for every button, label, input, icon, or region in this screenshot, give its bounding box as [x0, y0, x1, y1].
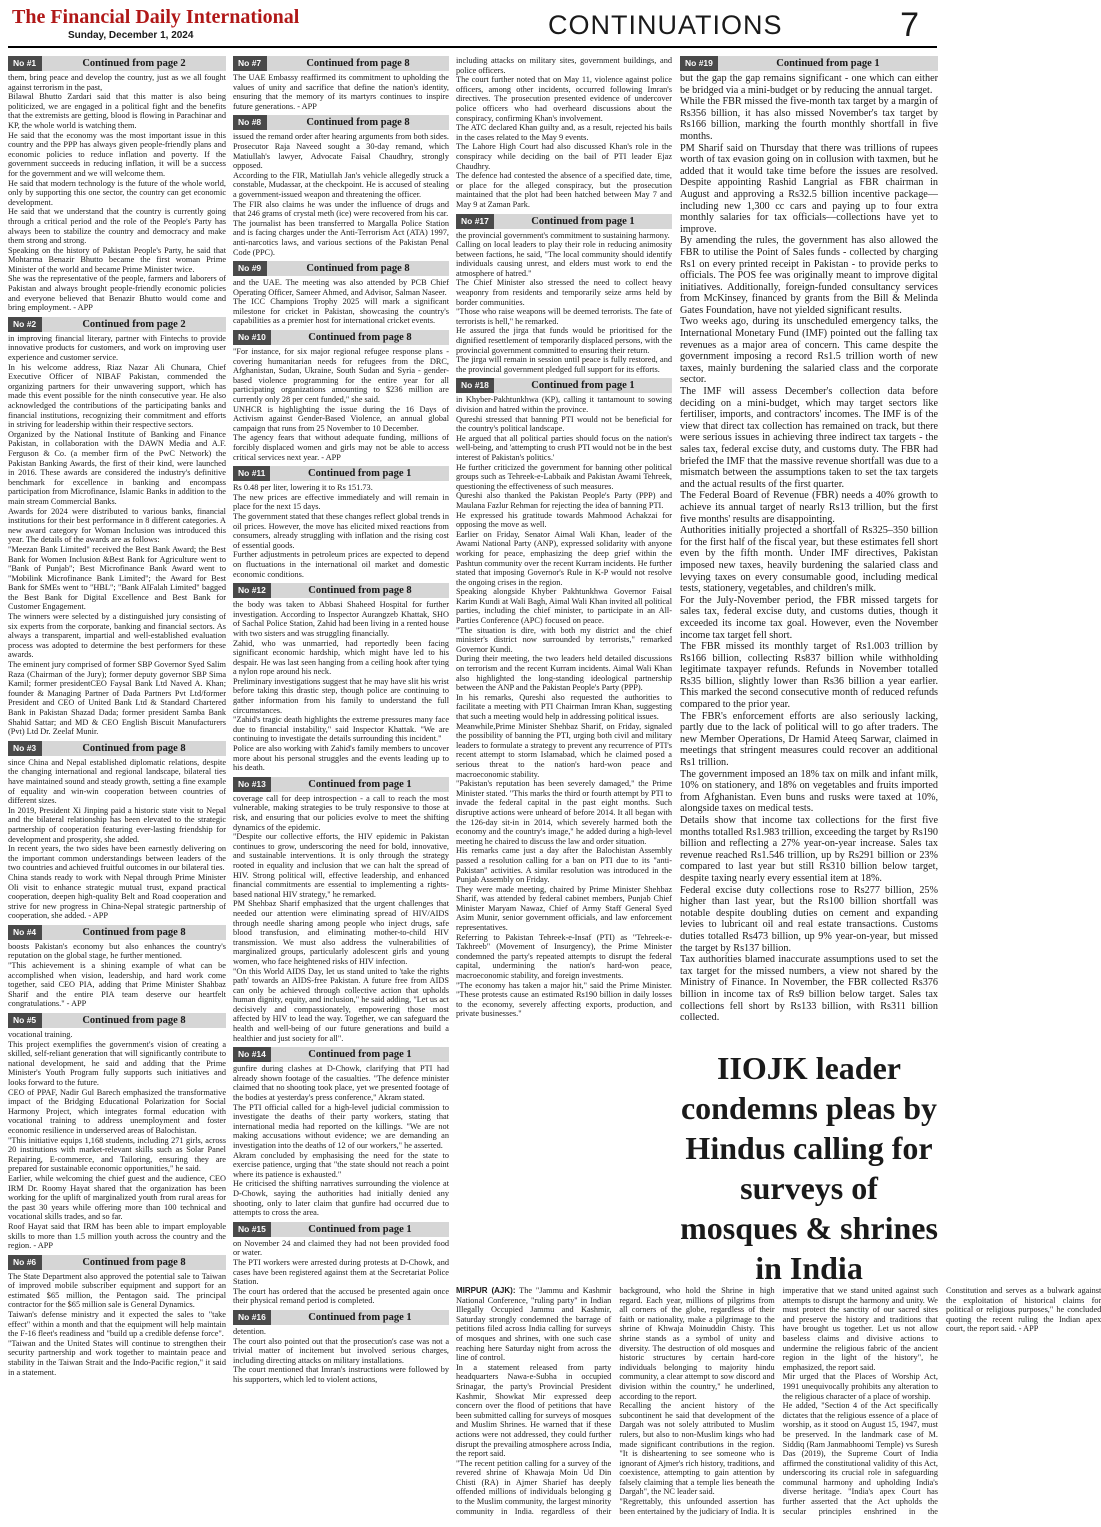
article-paragraph: CEO of PPAF, Nadir Gul Barech emphasized the transformative impact of the Bridging Educational Polarization for Social Harmony Project, which integrates formal education with vocational training to address unemployment and foster economic resilience in underserved areas of Balochistan. — [8, 1087, 226, 1135]
article-paragraph: Prosecutor Raja Naveed sought a 30-day remand, which Matiullah's lawyer, Advocate Faisal Chaudhry, strongly opposed. — [233, 141, 449, 171]
continued-article — [8, 1255, 226, 1378]
article-header — [233, 777, 449, 792]
article-paragraph: Meanwhile,Prime Minister Shehbaz Sharif, on Friday, signaled the possibility of banning the PTI, urging both civil and military leaders to formulate a strategy to prevent any recurrence of PTI's recent attempt to storm Islamabad, which he claimed posed a serious threat to the nation's hard-won peace and macroeconomic stability. — [456, 721, 672, 779]
article-paragraph: Federal excise duty collections rose to Rs277 billion, 25% higher than last year, but the Rs100 billion shortfall was notable despite doubling duties on cement and expanding levies to lubricant oil and real estate transactions. Customs duties totalled Rs473 billion, up 9% year-on-year, but missed the target by Rs137 billion. — [680, 884, 938, 954]
continued-article — [680, 56, 938, 1024]
article-paragraph: The UAE Embassy reaffirmed its commitment to upholding the values of unity and sacrifice that define the nation's identity, ensuring that the memory of its martyrs continues to inspire future generations. - APP — [233, 73, 449, 111]
story-paragraph: Mir urged that the Places of Worship Act, 1991 unequivocally prohibits any alteration to the religious character of a place of worship. — [782, 1372, 938, 1401]
article-body — [8, 334, 226, 737]
article-paragraph: She was the representative of the people, farmers and laborers of Pakistan and always brought people-friendly economic policies and everyone believed that Benazir Bhutto would come and bring employment. - APP — [8, 274, 226, 313]
article-paragraph: PM Shehbaz Sharif emphasized that the urgent challenges that needed our attention were eliminating spread of HIV/AIDS through needle sharing among people who inject drugs, safe blood transfusion, and eliminating mother-to-child HIV transmission. We must also address the vulnerabilities of marginalized groups, particularly adolescent girls and young women, who face heightened risks of HIV infection. — [233, 899, 449, 966]
issue-date: Sunday, December 1, 2024 — [68, 30, 194, 41]
article-header — [456, 214, 672, 229]
article-paragraph: The ATC declared Khan guilty and, as a result, rejected his bails in the cases related to the May 9 events. — [456, 123, 672, 142]
article-paragraph: He assured the jirga that funds would be prioritised for the dignified resettlement of temporarily displaced persons, with the provincial government committed to ensuring their return. — [456, 326, 672, 355]
article-paragraph: The new prices are effective immediately and will remain in place for the next 15 days. — [233, 492, 449, 512]
article-body — [8, 942, 226, 1009]
continued-from-label: Continued from page 8 — [308, 585, 412, 597]
continued-from-label: Continued from page 1 — [308, 1311, 412, 1323]
article-number: No #10 — [233, 330, 271, 345]
article-paragraph: Organized by the National Institute of Banking and Finance Pakistan, in collaboration with the DAWN Media and A.F. Ferguson & Co. (a member firm of the PwC Network) the Pakistan Banking Awards, the first of their kind, were launched in 2016. These awards are considered the industry's definitive benchmark for excellence in banking and encompass participation from Microfinance, Islamic Banks in addition to the main stream Commercial Banks. — [8, 429, 226, 506]
article-paragraph: "For instance, for six major regional refugee response plans - covering humanitarian needs for refugees from the DRC, Afghanistan, Sudan, Ukraine, South Sudan and Syria - gender-based violence programming for the entire year for all participating organizations amounting to $236 million are currently only 28 per cent funded," she said. — [233, 347, 449, 405]
article-paragraph: Earlier on Friday, Senator Aimal Wali Khan, leader of the Awami National Party (ANP), expressed solidarity with anyone working for peace, emphasizing the deep grief within the Pashtun community over the recent Kurram incidents. He further stated that imposing Governor's Rule in K-P would not resolve the ongoing crises in the region. — [456, 529, 672, 587]
article-paragraph: the provincial government's commitment to sustaining harmony. — [456, 230, 670, 240]
article-header — [8, 925, 226, 940]
article-body — [456, 231, 672, 375]
article-paragraph: Qureshi also thanked the Pakistan People's Party (PPP) and Maulana Fazlur Rehman for rejecting the idea of banning PTI. — [456, 491, 672, 510]
article-body — [233, 1064, 449, 1218]
continued-from-label: Continued from page 2 — [82, 318, 186, 330]
story-dateline: MIRPUR (AJK): — [456, 1286, 516, 1295]
continued-article — [8, 56, 226, 313]
article-body — [233, 73, 449, 111]
article-number: No #4 — [8, 925, 42, 940]
article-number: No #8 — [233, 115, 267, 130]
story-paragraph: In a statement released from party headquarters Nawa-e-Subha in occupied Srinagar, the party's Provincial President Kashmir, Showkat Mir expressed deep concern over the flood of petitions that have been submitted calling for surveys of mosques and Muslim Shrines. He warned that if these actions were not addressed, they could further disrupt the prevailing atmosphere across India, the report said. — [456, 1362, 612, 1459]
feature-headline-box — [680, 1048, 938, 1284]
article-header — [233, 261, 449, 276]
article-paragraph: "This achievement is a shining example of what can be accomplished when vision, leadership, and hard work come together, said CEO PIA, adding that Prime Minister Shahbaz Sharif and the entire PIA team deserve our heartfelt congratulations." - APP — [8, 961, 226, 1009]
article-paragraph: Earlier, while welcoming the chief guest and the audience, CEO IRM Dr. Roomy Hayat shared that the organization has been working for the uplift of marginalized youth from rural areas for the past 30 years while offering more than 100 technical and vocational skills trades, and so far. — [8, 1173, 226, 1222]
article-paragraph: He argued that all political parties should focus on the nation's well-being, and 'attempting to crush PTI would not be in the best interest of Pakistan's politics.' — [456, 433, 672, 462]
continued-article — [456, 214, 672, 375]
article-paragraph: detention. — [233, 1326, 266, 1336]
article-paragraph: "The situation is dire, with both my district and the chief minister's district now surrounded by terrorists," remarked Governor Kundi. — [456, 625, 672, 654]
continued-article — [233, 56, 449, 111]
article-paragraph: "Pakistan's reputation has been severely damaged," the Prime Minister stated. "This marks the third or fourth attempt by PTI to invade the federal capital in the past eight months. Such disruptive actions were unheard of before 2014. It all began with the 126-day sit-in in 2014, which severely harmed both the economy and the country's image," he added during a high-level meeting he chaired to discuss the law and order situation. — [456, 779, 672, 846]
article-header — [233, 583, 449, 598]
article-paragraph: in improving financial literary, partner with Fintechs to provide innovative products for customers, and work on improving user experience and customer service. — [8, 333, 226, 363]
article-paragraph: The government imposed an 18% tax on milk and infant milk, 10% on stationery, and 18% on vegetables and fruits imported from Afghanistan. Even buns and rusks were taxed at 10%, alongside taxes on medical tests. — [680, 768, 938, 815]
article-header — [8, 1255, 226, 1270]
article-paragraph: Two weeks ago, during its unscheduled emergency talks, the International Monetary Fund (IMF) pointed out the falling tax revenues as a major area of concern. This came despite the government imposing a record Rs1.5 trillion worth of new taxes, mainly burdening the salaried class and the corporate sector. — [680, 316, 938, 386]
story-paragraph: "The recent petition calling for a survey of the revered shrine of Khawaja Moin Ud Din Chisti (RA) in Ajmer Sharief has deeply offended millions of individuals belonging g to the Muslim community, the largest minority community in India. regardless of their background, who hold the Shrine in high regard. Each year, millions of pilgrims from all corners of the globe, regardless of their faith or nationality, make a pilgrimage to the shrine of Khwaja Moinuddin Chisty. This shrine stands as a symbol of unity and diversity. The destruction of old mosques and historic structures by certain hard-core individuals belonging to majority hindu community, a clear attempt to sow discord and division within the country," he underlined, according to the report. — [456, 1286, 775, 1516]
article-header — [233, 1222, 449, 1237]
article-paragraph: PM Sharif said on Thursday that there was trillions of rupees worth of tax evasion going on in collusion with taxmen, but he added that it would take time before the issues are resolved. Despite appointing Rashid Langrial as FBR chairman in August and approving a Rs32.5 billion incentive package—including new 1,300 cc cars and paying up to four extra monthly salaries for tax officials—collections have yet to improve. — [680, 142, 938, 235]
continued-article — [233, 777, 449, 1043]
article-paragraph: The Lahore High Court had also discussed Khan's role in the conspiracy while deciding on the bail of PTI leader Ejaz Chaudhry. — [456, 142, 672, 171]
article-paragraph: UNHCR is highlighting the issue during the 16 Days of Activism against Gender-Based Violence, an annual global campaign that runs from 25 November to 10 December. — [233, 404, 449, 433]
article-paragraph: The court further noted that on May 11, violence against police officers, among other incidents, occurred following Imran's directives. The prosecution presented evidence of undercover police officers who had overheard discussions about the conspiracy, confirming Khan's involvement. — [456, 75, 672, 123]
article-header — [8, 1013, 226, 1028]
article-header — [8, 741, 226, 756]
article-number: No #7 — [233, 56, 267, 71]
article-header — [456, 378, 672, 393]
continued-article — [233, 1047, 449, 1218]
story-paragraph: He added, "Section 4 of the Act specifically dictates that the religious essence of a place of worship, as it stood on August 15, 1947, must be preserved. In the landmark case of M. Siddiq (Ram Janmabhoomi Temple) vs Suresh Das (2019), the Supreme Court of India affirmed the constitutional validity of this Act, underscoring its crucial role in safeguarding communal harmony and upholding India's diverse heritage. "India's apex Court has further asserted that the Act upholds the secular principles enshrined in the Constitution and serves as a bulwark against the exploitation of historical claims for political or religious purposes," he concluded quoting the recent ruling the Indian apex court, the report said. - APP — [782, 1286, 1101, 1516]
continued-article — [233, 115, 449, 257]
article-body — [233, 347, 449, 462]
article-paragraph: While the FBR missed the five-month tax target by a margin of Rs356 billion, it has also missed November's tax target by Rs166 billion, marking the fourth monthly shortfall in five months. — [680, 96, 938, 142]
article-number: No #9 — [233, 261, 267, 276]
continued-article — [8, 741, 226, 921]
continued-from-label: Continued from page 8 — [82, 1256, 186, 1268]
article-paragraph: "Zahid's tragic death highlights the extreme pressures many face due to financial instability," said Inspector Khattak. "We are continuing to investigate the details surrounding this incident." — [233, 715, 449, 744]
article-paragraph: The Federal Board of Revenue (FBR) needs a 40% growth to achieve its annual target of nearly Rs13 trillion, but the first five months' results are disappointing. — [680, 490, 938, 525]
continued-article — [456, 378, 672, 1019]
article-paragraph: He said that the economy was the most important issue in this country and the PPP has always given people-friendly plans and economic policies to reduce inflation and poverty. If the government succeeds in reducing inflation, it will be a success for the government and we will welcome them. — [8, 130, 226, 178]
article-paragraph: He further criticized the government for banning other political groups such as Tehreek-e-Labbaik and Pakistan Awami Tehreek, questioning the effectiveness of such measures. — [456, 462, 672, 491]
article-paragraph: In his remarks, Qureshi also requested the authorities to facilitate a meeting with PTI Chairman Imran Khan, suggesting that such a meeting would help in addressing political issues. — [456, 692, 672, 721]
continued-from-label: Continued from page 8 — [306, 58, 410, 69]
article-body — [233, 1327, 449, 1385]
article-number: No #13 — [233, 777, 271, 792]
article-paragraph: Roof Hayat said that IRM has been able to impart employable skills to more than 1.5 million youth across the country and the region. - APP — [8, 1221, 226, 1251]
article-body — [8, 1030, 226, 1251]
article-paragraph: Referring to Pakistan Tehreek-e-Insaf (PTI) as "Tehreek-e-Takhreeb" (Movement of Insurgency), the Prime Minister condemned the party's repeated attempts to disrupt the federal capital, undermining the nation's hard-won peace, macroeconomic stability, and foreign investments. — [456, 932, 672, 981]
continued-article — [233, 583, 449, 773]
article-body — [233, 794, 449, 1043]
story-paragraph: "Regrettably, this unfounded assertion has been entertained by the judiciary of India. It is imperative that we stand united against such attempts to disrupt the harmony and unity. We must protect the sanctity of our sacred sites and preserve the history and traditions that have brought us together. Let us not allow baseless claims and divisive actions to undermine the religious fabric of the ancient region in the light of the history", he emphasized, the report said. — [619, 1286, 938, 1516]
article-paragraph: including attacks on military sites, government buildings, and police officers. — [456, 56, 672, 75]
article-paragraph: The court also pointed out that the prosecution's case was not a trivial matter of incitement but involved serious charges, including directing attacks on military installations. — [233, 1336, 449, 1365]
continued-article — [233, 261, 449, 326]
article-paragraph: "Despite our collective efforts, the HIV epidemic in Pakistan continues to grow, underscoring the need for bold, innovative, and sustainable interventions. It is only through the strategy rooted in equality and inclusion that we can halt the spread of HIV. Strong political will, effective leadership, and enhanced financial commitments are essential to implementing a rights-based national HIV strategy," he remarked. — [233, 832, 449, 899]
article-paragraph: coverage call for deep introspection - a call to reach the most vulnerable, making strategies to be truly responsive to those at risk, and ensuring that our policies evolve to meet the shifting dynamics of the epidemic. — [233, 793, 449, 832]
article-number: No #2 — [8, 317, 42, 332]
article-paragraph: Zahid, who was unmarried, had reportedly been facing significant economic hardship, which might have led to his despair. He was last seen hanging from a ceiling hook after tying a nylon rope around his neck. — [233, 638, 449, 677]
article-paragraph: boosts Pakistan's economy but also enhances the country's reputation on the global stage, he further mentioned. — [8, 941, 226, 961]
article-paragraph: The agency fears that without adequate funding, millions of forcibly displaced women and girls may not be able to access critical services next year. - APP — [233, 433, 449, 462]
article-header — [8, 56, 226, 71]
article-paragraph: He expressed his gratitude towards Mahmood Achakzai for opposing the move as well. — [456, 510, 672, 530]
article-paragraph: The Chief Minister also stressed the need to collect heavy weaponry from residents and temporarily seize arms held by border communities. — [456, 278, 672, 307]
article-paragraph: vocational training. — [8, 1030, 73, 1040]
article-paragraph: the body was taken to Abbasi Shaheed Hospital for further investigation. According to Inspector Aurangzeb Khattak, SHO of Sachal Police Station, Zahid had been living in a rented house with two sisters and was struggling financially. — [233, 600, 449, 638]
article-body — [233, 600, 449, 773]
continued-article — [456, 56, 672, 210]
masthead — [8, 6, 937, 48]
article-paragraph: The FBR's enforcement efforts are also seriously lacking, partly due to the lack of political will to go after traders. The new Member Operations, Dr Hamid Ateeq Sarwar, claimed in meetings that stringent measures could recover an additional Rs1 trillion. — [680, 710, 938, 769]
article-paragraph: Awards for 2024 were distributed to various banks, financial institutions for their best performance in 8 different categories. A new award category for Woman Inclusion was introduced this year. The details of the awards are as follows: — [8, 506, 226, 545]
article-paragraph: in Khyber-Pakhtunkhwa (KP), calling it tantamount to sowing division and hatred within the province. — [456, 395, 672, 414]
article-paragraph: In his welcome address, Riaz Nazar Ali Chunara, Chief Executive Officer of NIBAF Pakistan, commended the organizing partners for their unwavering support, which has made this event possible for the ninth consecutive year. He also acknowledged the contributions of the participating banks and financial institutions, recognizing their commitment and efforts in striving for leadership within their respective sectors. — [8, 362, 226, 430]
article-paragraph: Police are also working with Zahid's family members to uncover more about his personal struggles and the events leading up to his death. — [233, 744, 449, 773]
article-paragraph: on November 24 and claimed they had not been provided food or water. — [233, 1238, 449, 1258]
article-header — [233, 115, 449, 130]
article-paragraph: Details show that income tax collections for the first five months totalled Rs1.983 trillion, exceeding the target by Rs190 billion and reflecting a 27% year-on-year increase. Sales tax revenue reached Rs1.546 trillion, up by Rs291 billion or 23% compared to last year but still Rs310 billion below target, despite taxing nearly every essential item at 18%. — [680, 815, 938, 884]
page-number: 7 — [900, 6, 919, 44]
article-paragraph: Further adjustments in petroleum prices are expected to depend on fluctuations in the international oil market and domestic economic conditions. — [233, 550, 449, 579]
article-paragraph: The journalist has been transferred to Margalla Police Station and is facing charges under the Anti-Terrorism Act (ATA) 1997, anti-narcotics laws, and various sections of the Pakistan Penal Code (PPC). — [233, 218, 449, 257]
continued-article — [233, 1222, 449, 1306]
article-paragraph: The FIR also claims he was under the influence of drugs and that 246 grams of crystal meth (ice) were recovered from his car. — [233, 199, 449, 219]
article-paragraph: Preliminary investigations suggest that he may have slit his wrist before taking this drastic step, though police are continuing to gather information from his family to understand the full circumstances. — [233, 676, 449, 715]
article-body — [456, 56, 672, 210]
article-paragraph: "This initiative equips 1,168 students, including 271 girls, across 20 institutions with market-relevant skills such as Solar Panel Repairing, E-commerce, and Tailoring, ensuring they are prepared for sustainable economic opportunities," he said. — [8, 1135, 226, 1174]
article-paragraph: "Meezan Bank Limited" received the Best Bank Award; the Best Bank for Women Inclusion &Best Bank for Agriculture went to "Bank of Punjab"; Best Microfinance Bank Award went to "Mobilink Microfinance Bank Limited"; the Award for Best Bank for SMEs went to "HBL"; "Bank AlFalah Limited" bagged the Best Bank for Digital Excellence and Best Bank for Customer Engagement. — [8, 544, 226, 612]
article-body — [8, 1272, 226, 1378]
continued-article — [8, 317, 226, 737]
article-paragraph: The PTI official called for a high-level judicial commission to investigate the deaths of their party workers, stating that international media had reported on the killings. "We are not making accusations without evidence; we are demanding an investigation into the deaths of 12 of our workers," he asserted. — [233, 1102, 449, 1150]
article-paragraph: The FBR missed its monthly target of Rs1.003 trillion by Rs166 billion, collecting Rs837 billion while withholding legitimate taxpayer refunds. Refunds in November totalled Rs35 billion, slightly lower than Rs36 billion a year earlier. This marked the second consecutive month of reduced refunds compared to the prior year. — [680, 641, 938, 711]
article-paragraph: The government stated that these changes reflect global trends in oil prices. However, the move has elicited mixed reactions from consumers, already struggling with inflation and the rising cost of essential goods. — [233, 511, 449, 550]
article-paragraph: gunfire during clashes at D-Chowk, clarifying that PTI had already shown footage of the casualties. "The defence minister claimed that no shooting took place, yet we presented footage of the bodies at yesterday's press conference," Akram stated. — [233, 1064, 449, 1103]
article-paragraph: He criticised the shifting narratives surrounding the violence at D-Chowk, saying the authorities had initially denied any shooting, only to later claim that gunfire had occurred due to attempts to cross the area. — [233, 1179, 449, 1218]
story-text: The "Jammu and Kashmir National Conference, "ruling party" in Indian Illegally Occupied Jammu and Kashmir, Saturday strongly condemned the barrage of petitions filed across India calling for surveys of mosques and shrines, with one such case reaching here Saturday night from across the line of control. — [456, 1286, 612, 1363]
article-paragraph: issued the remand order after hearing arguments from both sides. — [233, 132, 449, 142]
article-header — [680, 56, 938, 71]
section-title: CONTINUATIONS — [548, 10, 783, 40]
article-number: No #6 — [8, 1255, 42, 1270]
article-body — [680, 73, 938, 1024]
article-paragraph: This project exemplifies the government's vision of creating a skilled, self-reliant generation that will significantly contribute to national development, he said and adding that the Prime Minister's Youth Program fully supports such initiatives and looks forward to the future. — [8, 1039, 226, 1087]
article-header — [233, 1310, 449, 1325]
article-paragraph: The court has ordered that the accused be presented again once their physical remand period is completed. — [233, 1286, 449, 1306]
column-1 — [8, 56, 226, 1522]
article-paragraph: them, bring peace and develop the country, just as we all fought against terrorism in the past, — [8, 73, 226, 92]
article-number: No #14 — [233, 1047, 271, 1062]
article-body — [8, 73, 226, 313]
article-paragraph: The PTI workers were arrested during protests at D-Chowk, and cases have been registered against them at the Secretariat Police Station. — [233, 1257, 449, 1287]
feature-headline: IIOJK leader condemns pleas by Hindus calling for surveys of mosques & shrines in India — [680, 1050, 938, 1286]
continued-from-label: Continued from page 8 — [82, 1015, 186, 1027]
continued-article — [8, 1013, 226, 1251]
continued-from-label: Continued from page 2 — [82, 58, 186, 69]
article-number: No #12 — [233, 583, 271, 598]
article-number: No #15 — [233, 1222, 271, 1237]
article-number: No #11 — [233, 466, 270, 481]
continued-from-label: Continued from page 8 — [82, 926, 186, 938]
paper-name: The Financial Daily International — [12, 6, 300, 28]
article-paragraph: The State Department also approved the potential sale to Taiwan of improved mobile subscriber equipment and support for an estimated $65 million, the Pentagon said. The principal contractor for the $65 million sale is General Dynamics. — [8, 1271, 226, 1310]
continued-article — [233, 330, 449, 462]
article-header — [8, 317, 226, 332]
article-paragraph: His remarks came just a day after the Balochistan Assembly passed a resolution calling for a ban on PTI due to its "anti-Pakistan" activities. A similar resolution was introduced in the Punjab Assembly on Friday. — [456, 846, 672, 885]
article-paragraph: During their meeting, the two leaders held detailed discussions on terrorism and the recent Kurram incidents. Aimal Wali Khan also highlighted the long-standing ideological partnership between the ANP and the Pakistan People's Party (PPP). — [456, 654, 672, 693]
article-paragraph: Tax authorities blamed inaccurate assumptions used to set the tax target for the missed numbers, a view not shared by the Ministry of Finance. In November, the FBR collected Rs376 billion in income tax of Rs9 billion below target. Sales tax collections fell short by Rs133 billion, with Rs311 billion collected. — [680, 954, 938, 1024]
article-paragraph: Akram concluded by emphasising the need for the state to exercise patience, urging that "the state should not reach a point where its patience is exhausted." — [233, 1150, 449, 1179]
article-paragraph: The ICC Champions Trophy 2025 will mark a significant milestone for cricket in Pakistan, showcasing the country's capabilities as a premier host for international cricket events. — [233, 297, 449, 326]
column-4 — [680, 56, 938, 1045]
continued-from-label: Continued from page 8 — [306, 263, 410, 275]
continued-article — [233, 1310, 449, 1385]
article-number: No #17 — [456, 214, 494, 229]
article-paragraph: They were made meeting, chaired by Prime Minister Shehbaz Sharif, was attended by federal cabinet members, Punjab Chief Minister Maryam Nawaz, Chief of Army Staff General Syed Asim Munir, senior government officials, and law enforcement representatives. — [456, 884, 672, 933]
article-number: No #3 — [8, 741, 42, 756]
continued-from-label: Continued from page 8 — [82, 742, 186, 754]
article-header — [233, 330, 449, 345]
article-paragraph: In recent years, the two sides have been earnestly delivering on the important common understandings between leaders of the two countries and achieved fruitful outcomes in our bilateral ties. — [8, 844, 226, 873]
article-paragraph: According to the FIR, Matiullah Jan's vehicle allegedly struck a constable, Mudassar, at the checkpoint. He is accused of stealing a government-issued weapon and threatening the officer. — [233, 170, 449, 199]
article-paragraph: since China and Nepal established diplomatic relations, despite the changing international and regional landscape, bilateral ties have maintained sound and steady growth, setting a fine example of equality and win-win cooperation between countries of different sizes. — [8, 757, 226, 806]
article-number: No #1 — [8, 56, 42, 71]
article-paragraph: For the July-November period, the FBR missed targets for sales tax, federal excise duty, and customs duties, though it exceeded its income tax goal. However, even the November income tax target fell short. — [680, 594, 938, 641]
continued-from-label: Continued from page 1 — [308, 778, 412, 790]
article-paragraph: "On this World AIDS Day, let us stand united to 'take the rights path' towards an AIDS-free Pakistan. A future free from AIDS can only be achieved through collective action that upholds human dignity, equity, and inclusion," he said adding, "Let us act decisively and compassionately, empowering those most affected by HIV to lead the way. Together, we can safeguard the health and well-being of our future generations and build a healthier and just society for all". — [233, 966, 449, 1043]
feature-story — [456, 1286, 1101, 1522]
article-paragraph: He said that modern technology is the future of the whole world, only by supporting this one sector, the country can get economic development. — [8, 178, 226, 207]
article-paragraph: China stands ready to work with Nepal through Prime Minister Oli visit to enhance strategic mutual trust, expand practical cooperation, deepen high-quality Belt and Road cooperation and strive for new progress in China-Nepal strategic partnership of cooperation, she added. - APP — [8, 872, 226, 921]
article-paragraph: The winners were selected by a distinguished jury consisting of six experts from the corporate, banking and financial sectors. As always a transparent, impartial and well-established evaluation process was adopted to determine the best performers for these awards. — [8, 612, 226, 660]
continued-from-label: Continued from page 1 — [776, 58, 880, 69]
article-paragraph: "The economy has taken a major hit," said the Prime Minister. "These protests cause an estimated Rs190 billion in daily losses to the economy, severely affecting exports, production, and private businesses." — [456, 980, 672, 1019]
article-paragraph: Taiwan's defense ministry and it expected the sales to "take effect" within a month and that the equipment will help maintain the F-16 fleet's readiness and "build up a credible defense force". — [8, 1310, 226, 1339]
article-body — [8, 758, 226, 921]
continued-from-label: Continued from page 1 — [308, 1049, 412, 1061]
article-paragraph: Authorities initially projected a shortfall of Rs325–350 billion for the first half of the fiscal year, but these estimates fell short even by the fifth month. Under IMF directives, Pakistan imposed new taxes, heavily burdening the salaried class and levying taxes on every consumable good, including medical tests, stationery, vegetables, and children's milk. — [680, 525, 938, 595]
article-paragraph: Qureshi stressed that banning PTI would not be beneficial for the country's political landscape. — [456, 414, 672, 434]
continued-from-label: Continued from page 1 — [531, 380, 635, 392]
article-paragraph: "Taiwan and the United States will continue to strengthen their security partnership and work together to maintain peace and stability in the Taiwan Strait and the Indo-Pacific region," it said in a statement. — [8, 1338, 226, 1377]
column-2 — [233, 56, 449, 1522]
article-number: No #18 — [456, 378, 494, 393]
story-paragraph — [456, 1286, 611, 1363]
article-paragraph: The defence had contested the absence of a specified date, time, or place for the alleged conspiracy, but the prosecution maintained that the plot had been hatched between May 7 and May 9 at Zaman Park. — [456, 171, 672, 209]
article-paragraph: He said that we understand that the country is currently going through a critical period and the role of the People's Party has always been to stabilize the country and democracy and make them strong and strong. — [8, 207, 226, 246]
article-paragraph: Rs 0.48 per liter, lowering it to Rs 151.73. — [233, 483, 373, 493]
continued-article — [8, 925, 226, 1009]
article-paragraph: Speaking alongside Khyber Pakhtunkhwa Governor Faisal Karim Kundi at Wali Bagh, Aimal Wali Khan invited all political parties, including the chief minister, to participate in an All-Parties Conference (APC) focused on peace. — [456, 587, 672, 626]
article-paragraph: but the gap the gap remains significant - one which can either be bridged via a mini-budget or by reducing the annual target. — [680, 73, 938, 96]
article-body — [233, 483, 449, 579]
continued-from-label: Continued from page 1 — [308, 468, 412, 480]
article-header — [233, 56, 449, 71]
continued-from-label: Continued from page 8 — [306, 117, 410, 129]
article-number: No #16 — [233, 1310, 271, 1325]
article-paragraph: The eminent jury comprised of former SBP Governor Syed Salim Raza (Chairman of the Jury); former deputy governor SBP Sima Kamil; former presidentCEO Faysal Bank Ltd Naved A. Khan; founder & Managing Partner of Dada Partners Pvt Ltd/former President and CEO of United Bank Ltd & Standard Chartered Bank in Pakistan Shazad Dada; former president Samba Bank Shahid Sattar; and MD & CEO English Biscuit Manufacturers (Pvt) Ltd Dr. Zeelaf Munir. — [8, 660, 226, 737]
article-number: No #19 — [680, 56, 718, 71]
article-paragraph: and the UAE. The meeting was also attended by PCB Chief Operating Officer, Sameer Ahmed, and Advisor, Salman Naseer. — [233, 278, 449, 297]
article-paragraph: The jirga will remain in session until peace is fully restored, and the provincial government pledged full support for its efforts. — [456, 355, 672, 374]
article-body — [233, 132, 449, 257]
article-paragraph: Bilawal Bhutto Zardari said that this matter is also being politicized, we are engaged in a political fight and the benefits that the extremists are getting, blood is flowing in Parachinar and KP, the whole world is watching them. — [8, 92, 226, 130]
article-number: No #5 — [8, 1013, 42, 1028]
article-paragraph: Speaking on the history of Pakistan People's Party, he said that Mohtarma Benazir Bhutto became the first woman Prime Minister of the world and became Prime Minister twice. — [8, 245, 226, 274]
article-paragraph: By amending the rules, the government has also allowed the FBR to utilise the Point of Sales funds - collected by charging Rs1 on every printed receipt in Pakistan - to provide perks to officials. The POS fee was originally meant to improve digital initiatives. Additionally, foreign-funded consultancy services from McKinsey, financed by grants from the Bill & Melinda Gates Foundation, have not yielded significant results. — [680, 235, 938, 316]
article-paragraph: The IMF will assess December's collection data before deciding on a mini-budget, which may target sectors like fertiliser, imports, and contractors' incomes. The IMF is of the view that direct tax collection has remained on track, but there were serious issues in achieving three indirect tax targets - the sales tax, federal excise duty, and customs duty. The FBR had briefed the IMF that the massive revenue shortfall was due to a mismatch between the assumptions taken to set the tax targets and the actual results of the first quarter. — [680, 386, 938, 490]
article-paragraph: In 2019, President Xi Jinping paid a historic state visit to Nepal and the bilateral relationship has been elevated to the strategic partnership of cooperation featuring ever-lasting friendship for development and prosperity, she added. — [8, 805, 226, 844]
article-paragraph: Calling on local leaders to play their role in reducing animosity between factions, he said, "The local community should identify individuals causing unrest, and elders must work to end the atmosphere of hatred." — [456, 240, 672, 278]
article-header — [233, 1047, 449, 1062]
continued-from-label: Continued from page 8 — [308, 332, 412, 344]
article-body — [233, 278, 449, 326]
article-body — [233, 1239, 449, 1306]
article-body — [456, 395, 672, 1019]
continued-article — [233, 466, 449, 579]
continued-from-label: Continued from page 1 — [308, 1223, 412, 1235]
continued-from-label: Continued from page 1 — [531, 215, 635, 227]
story-paragraph: Recalling the ancient history of the subcontinent he said that development of the Dargah was not solely attributed to Muslim rulers, but also to non-Muslim kings who had made significant contributions in the region. "It is disheartening to see someone who is ignorant of Ajmer's rich history, traditions, and coexistence, attempting to gain attention by falsely claiming that a temple lies beneath the Dargah", the NC leader said. — [619, 1401, 775, 1497]
article-paragraph: The court mentioned that Imran's instructions were followed by his supporters, which led to violent actions, — [233, 1365, 449, 1384]
article-paragraph: "Those who raise weapons will be deemed terrorists. The fate of terrorists is hell," he remarked. — [456, 307, 672, 326]
article-header — [233, 466, 449, 481]
